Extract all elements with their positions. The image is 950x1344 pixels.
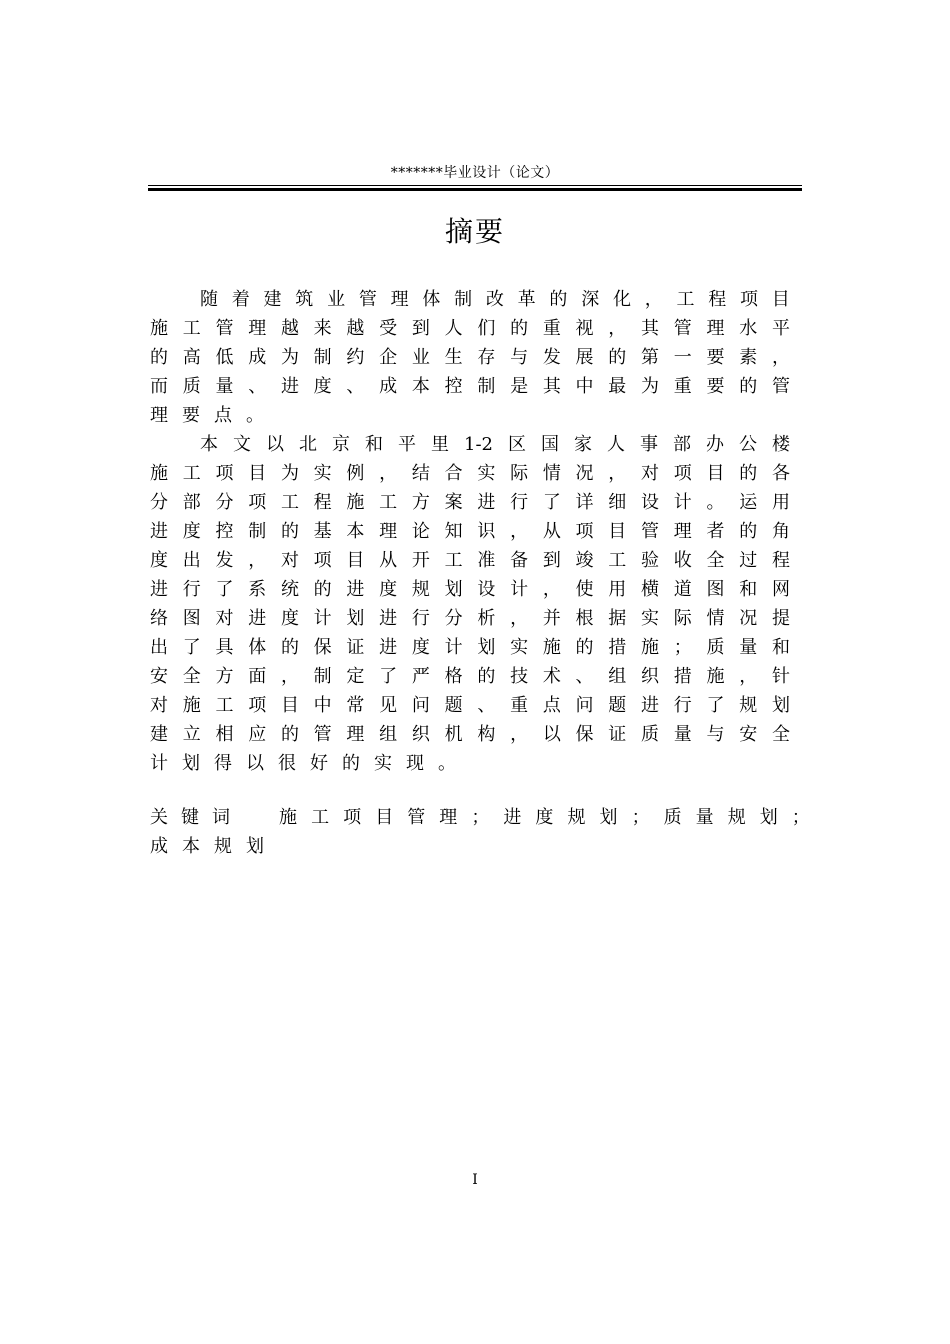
abstract-line: 络 图 对 进 度 计 划 进 行 分 析 ， 并 根 据 实 际 情 况 提 (150, 608, 790, 629)
page-number: I (472, 1172, 478, 1188)
header-rule-thick (148, 188, 802, 191)
abstract-line: 的 高 低 成 为 制 约 企 业 生 存 与 发 展 的 第 一 要 素 ， (150, 347, 790, 368)
keywords-line-1: 关键词 施 工 项 目 管 理 ； 进 度 规 划 ； 质 量 规 划 ； (150, 803, 810, 832)
running-header: *******毕业设计（论文） (390, 165, 560, 181)
abstract-line: 进 行 了 系 统 的 进 度 规 划 设 计 ， 使 用 横 道 图 和 网 (150, 579, 790, 600)
abstract-line: 建 立 相 应 的 管 理 组 织 机 构 ， 以 保 证 质 量 与 安 全 (150, 724, 790, 745)
abstract-line: 度 出 发 ， 对 项 目 从 开 工 准 备 到 竣 工 验 收 全 过 程 (150, 550, 790, 571)
abstract-line: 理 要 点 。 (150, 405, 264, 426)
abstract-line: 对 施 工 项 目 中 常 见 问 题 、 重 点 问 题 进 行 了 规 划 (150, 695, 790, 716)
abstract-line: 而 质 量 、 进 度 、 成 本 控 制 是 其 中 最 为 重 要 的 管 (150, 376, 790, 397)
abstract-line: 本 文 以 北 京 和 平 里 1-2 区 国 家 人 事 部 办 公 楼 (200, 434, 790, 455)
header-rule-thin (148, 185, 802, 186)
keywords-label: 关键词 (150, 807, 243, 828)
abstract-line: 随 着 建 筑 业 管 理 体 制 改 革 的 深 化 ， 工 程 项 目 (200, 289, 790, 310)
abstract-line: 安 全 方 面 ， 制 定 了 严 格 的 技 术 、 组 织 措 施 ， 针 (150, 666, 790, 687)
page-title: 摘要 (444, 215, 505, 248)
abstract-line: 计 划 得 以 很 好 的 实 现 。 (150, 753, 456, 774)
abstract-line: 出 了 具 体 的 保 证 进 度 计 划 实 施 的 措 施 ； 质 量 和 (150, 637, 790, 658)
keywords-section (150, 803, 810, 861)
abstract-line: 分 部 分 项 工 程 施 工 方 案 进 行 了 详 细 设 计 。 运 用 (150, 492, 790, 513)
abstract-paragraph-1 (150, 285, 790, 430)
abstract-paragraph-2 (150, 430, 790, 778)
abstract-line: 施 工 管 理 越 来 越 受 到 人 们 的 重 视 ， 其 管 理 水 平 (150, 318, 790, 339)
keywords-line-2: 成 本 规 划 (150, 836, 264, 857)
abstract-line: 进 度 控 制 的 基 本 理 论 知 识 ， 从 项 目 管 理 者 的 角 (150, 521, 790, 542)
abstract-line: 施 工 项 目 为 实 例 ， 结 合 实 际 情 况 ， 对 项 目 的 各 (150, 463, 790, 484)
